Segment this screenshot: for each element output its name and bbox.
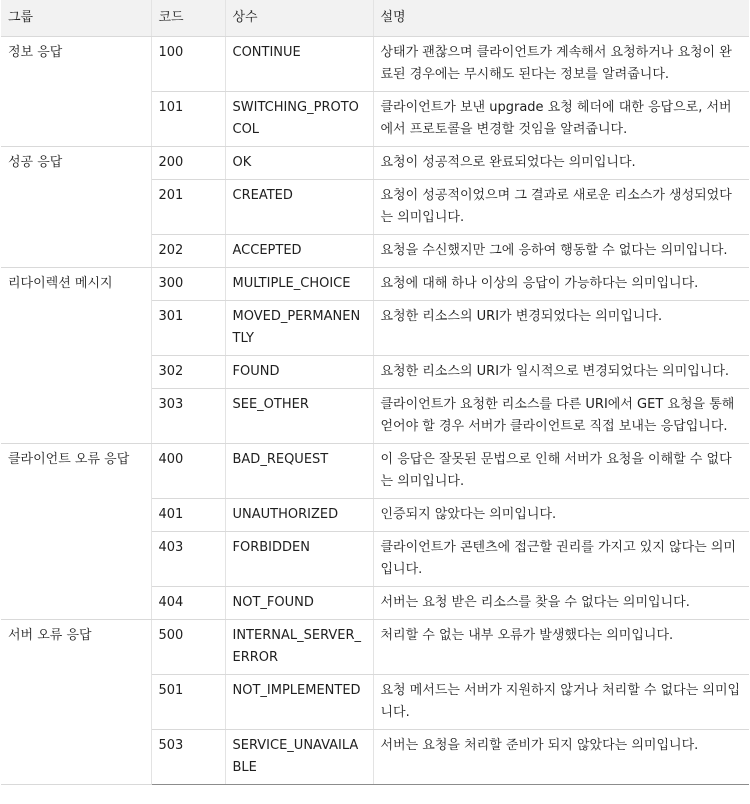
table-row [1, 147, 749, 180]
header-row [1, 0, 749, 37]
header-constant: 상수 [225, 0, 373, 37]
code-cell: 302 [151, 356, 225, 389]
constant-cell: MOVED_PERMANENTLY [225, 301, 373, 356]
description-cell: 이 응답은 잘못된 문법으로 인해 서버가 요청을 이해할 수 없다는 의미입니다. [373, 444, 749, 499]
description-cell: 요청이 성공적으로 완료되었다는 의미입니다. [373, 147, 749, 180]
group-cell: 성공 응답 [1, 147, 151, 268]
constant-cell: UNAUTHORIZED [225, 499, 373, 532]
description-cell: 상태가 괜찮으며 클라이언트가 계속해서 요청하거나 요청이 완료된 경우에는 무시해도 된다는 정보를 알려줍니다. [373, 37, 749, 92]
constant-cell: CREATED [225, 180, 373, 235]
code-cell: 100 [151, 37, 225, 92]
description-cell: 클라이언트가 보낸 upgrade 요청 헤더에 대한 응답으로, 서버에서 프로토콜을 변경할 것임을 알려줍니다. [373, 92, 749, 147]
header-group: 그룹 [1, 0, 151, 37]
description-cell: 클라이언트가 요청한 리소스를 다른 URI에서 GET 요청을 통해 얻어야 할 경우 서버가 클라이언트로 직접 보내는 응답입니다. [373, 389, 749, 444]
constant-cell: SWITCHING_PROTOCOL [225, 92, 373, 147]
code-cell: 300 [151, 268, 225, 301]
group-cell: 클라이언트 오류 응답 [1, 444, 151, 620]
code-cell: 503 [151, 730, 225, 785]
constant-cell: OK [225, 147, 373, 180]
code-cell: 202 [151, 235, 225, 268]
description-cell: 서버는 요청을 처리할 준비가 되지 않았다는 의미입니다. [373, 730, 749, 785]
description-cell: 서버는 요청 받은 리소스를 찾을 수 없다는 의미입니다. [373, 587, 749, 620]
description-cell: 요청에 대해 하나 이상의 응답이 가능하다는 의미입니다. [373, 268, 749, 301]
description-cell: 요청한 리소스의 URI가 일시적으로 변경되었다는 의미입니다. [373, 356, 749, 389]
constant-cell: INTERNAL_SERVER_ERROR [225, 620, 373, 675]
description-cell: 요청을 수신했지만 그에 응하여 행동할 수 없다는 의미입니다. [373, 235, 749, 268]
constant-cell: SERVICE_UNAVAILABLE [225, 730, 373, 785]
constant-cell: BAD_REQUEST [225, 444, 373, 499]
code-cell: 201 [151, 180, 225, 235]
code-cell: 303 [151, 389, 225, 444]
constant-cell: FORBIDDEN [225, 532, 373, 587]
code-cell: 101 [151, 92, 225, 147]
http-status-table [1, 0, 749, 785]
group-cell: 정보 응답 [1, 37, 151, 147]
description-cell: 클라이언트가 콘텐츠에 접근할 권리를 가지고 있지 않다는 의미입니다. [373, 532, 749, 587]
description-cell: 요청한 리소스의 URI가 변경되었다는 의미입니다. [373, 301, 749, 356]
code-cell: 400 [151, 444, 225, 499]
code-cell: 404 [151, 587, 225, 620]
description-cell: 처리할 수 없는 내부 오류가 발생했다는 의미입니다. [373, 620, 749, 675]
code-cell: 200 [151, 147, 225, 180]
constant-cell: ACCEPTED [225, 235, 373, 268]
table-row [1, 37, 749, 92]
code-cell: 301 [151, 301, 225, 356]
description-cell: 인증되지 않았다는 의미입니다. [373, 499, 749, 532]
table-body [1, 37, 749, 785]
constant-cell: CONTINUE [225, 37, 373, 92]
group-cell: 리다이렉션 메시지 [1, 268, 151, 444]
constant-cell: NOT_IMPLEMENTED [225, 675, 373, 730]
header-code: 코드 [151, 0, 225, 37]
table-row [1, 268, 749, 301]
description-cell: 요청이 성공적이었으며 그 결과로 새로운 리소스가 생성되었다는 의미입니다. [373, 180, 749, 235]
code-cell: 401 [151, 499, 225, 532]
group-cell: 서버 오류 응답 [1, 620, 151, 785]
table-row [1, 444, 749, 499]
code-cell: 403 [151, 532, 225, 587]
table-header [1, 0, 749, 37]
constant-cell: NOT_FOUND [225, 587, 373, 620]
description-cell: 요청 메서드는 서버가 지원하지 않거나 처리할 수 없다는 의미입니다. [373, 675, 749, 730]
header-description: 설명 [373, 0, 749, 37]
constant-cell: MULTIPLE_CHOICE [225, 268, 373, 301]
code-cell: 500 [151, 620, 225, 675]
code-cell: 501 [151, 675, 225, 730]
constant-cell: FOUND [225, 356, 373, 389]
table-row [1, 620, 749, 675]
constant-cell: SEE_OTHER [225, 389, 373, 444]
